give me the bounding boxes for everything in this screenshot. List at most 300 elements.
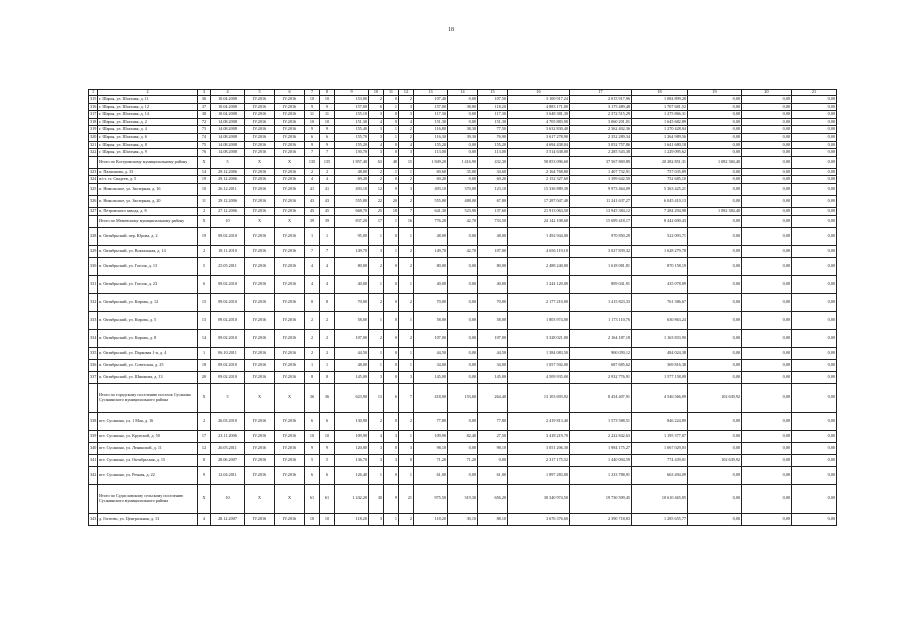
address-cell: п. Петровского завода, д. 8 [98,207,198,215]
table-cell: 3 060 201,01 [570,118,632,126]
table-cell: 0,00 [742,133,792,141]
table-cell: 0,00 [688,311,742,329]
table-cell: 0,00 [792,96,837,104]
address-cell: п. Октябрьский, пер. Юрова, д. 2 [98,227,198,245]
table-cell: 80,00 [414,257,448,275]
table-cell: 15 [399,156,414,168]
table-cell: 7 [305,245,320,257]
table-cell: 107,40 [414,96,448,104]
table-cell: 369 816,38 [632,359,688,371]
table-cell: 1 849,20 [414,156,448,168]
table-cell: 0 [384,275,399,293]
table-row [89,118,837,126]
table-cell: 61 [320,484,335,513]
table-cell: IV.2016 [245,466,275,484]
table-cell: 0,00 [742,442,792,454]
table-cell: 0,00 [688,442,742,454]
table-cell: 1 285 655,77 [632,513,688,525]
table-cell: 0,00 [448,227,478,245]
table-cell: IV.2016 [275,329,305,347]
table-cell: 0,00 [448,293,478,311]
table-cell: 1 384 083,50 [508,347,570,359]
table-cell: 9 [320,141,335,149]
table-cell: 757 035,89 [632,168,688,176]
table-cell: 1 [399,347,414,359]
column-number: 21 [792,90,837,96]
table-cell: IV.2016 [245,111,275,119]
table-cell: 0,00 [688,96,742,104]
table-cell: 30 [369,484,384,513]
table-row [89,442,837,454]
table-cell: 06.10.2011 [211,347,245,359]
table-cell: 4 546 566,09 [632,383,688,412]
table-cell: 809 041,91 [570,275,632,293]
table-cell: 0 [384,227,399,245]
table-cell [89,383,98,412]
table-cell: 17 [198,430,211,442]
table-cell: 6 [198,275,211,293]
table-cell: 0 [384,412,399,430]
table-cell: 40,00 [414,275,448,293]
table-cell: 1 244 120,00 [508,275,570,293]
address-cell: п. Октябрьский, ул. Шишкова, д. 13 [98,371,198,383]
table-cell: 0,00 [448,442,478,454]
table-cell: IV.2016 [245,141,275,149]
table-cell: 0,00 [792,111,837,119]
table-cell: 151,30 [414,118,448,126]
table-cell: 0,00 [742,454,792,466]
table-row [89,215,837,227]
address-cell: п. Октябрьский, ул. Кирова, д. 5 [98,311,198,329]
table-cell: 09.02.2010 [211,359,245,371]
address-cell: г. Шарья, ул. Шахтная, д. 6 [98,133,198,141]
table-cell: 41 [320,183,335,195]
table-cell: 493,10 [335,183,369,195]
table-cell: 151,30 [335,118,369,126]
table-cell: 4 [305,257,320,275]
table-cell: 0,00 [792,329,837,347]
table-cell: 145,00 [478,371,508,383]
table-cell: 76,90 [478,133,508,141]
table-cell: 0,00 [742,412,792,430]
table-cell: 8 [198,454,211,466]
table-cell: 0,00 [688,484,742,513]
table-cell: IV.2016 [245,183,275,195]
table-cell: 0,00 [448,371,478,383]
table-cell: X [275,383,305,412]
table-cell: 555,80 [335,195,369,207]
address-cell: п. Октябрьский, ул. Кирова, д. 12 [98,293,198,311]
table-cell: 0,00 [742,466,792,484]
address-cell: пгт. Сусанино, ул. Ленинской, д. 11 [98,442,198,454]
table-cell: X [245,215,275,227]
table-cell: 2 [399,513,414,525]
table-cell: 09.02.2010 [211,311,245,329]
table-cell: 0,00 [688,359,742,371]
table-cell: 70,00 [478,293,508,311]
table-cell: 9 [305,141,320,149]
table-cell: 69,20 [414,176,448,184]
table-cell: 0,00 [792,466,837,484]
table-cell: 11 [305,111,320,119]
table-cell: 5 [320,454,335,466]
table-cell: IV.2016 [245,133,275,141]
table-cell: 153,00 [335,96,369,104]
table-cell: 0,00 [688,245,742,257]
table-cell: 18.11.2010 [211,245,245,257]
table-cell: 14 [198,168,211,176]
table-cell: 0 [384,111,399,119]
table-cell: 319 [89,126,98,134]
table-cell: 14.08.2008 [211,126,245,134]
table-cell: IV.2016 [275,183,305,195]
table-cell: 2 [320,168,335,176]
table-cell: 0,00 [792,227,837,245]
table-cell: 2 372 515,29 [570,111,632,119]
table-cell: 1 082 384,40 [688,156,742,168]
table-cell: 09.02.2010 [211,329,245,347]
table-row [89,103,837,111]
table-cell: 43 [305,195,320,207]
table-cell: 1 416,90 [448,156,478,168]
table-cell: 145,00 [335,371,369,383]
table-cell: 0,00 [792,195,837,207]
table-cell: 8 442 690,43 [632,215,688,227]
table-cell: 61 [305,484,320,513]
table-cell: 0,00 [688,149,742,157]
table-cell: 370,00 [448,183,478,195]
table-cell: 3 676 376,60 [508,513,570,525]
table-cell: 0,00 [688,329,742,347]
table-cell: IV.2016 [245,329,275,347]
table-cell: 24 142 108,60 [508,215,570,227]
table-cell: 20 282 851,31 [632,156,688,168]
table-cell: 98,10 [414,442,448,454]
table-cell: X [245,156,275,168]
table-cell: 9 973 464,09 [570,183,632,195]
table-cell: IV.2016 [245,176,275,184]
table-cell: 1 407 732,91 [570,168,632,176]
table-cell: 8 [305,293,320,311]
table-cell: 09.02.2010 [211,227,245,245]
column-number: 8 [320,90,335,96]
table-cell: 2 [399,126,414,134]
table-cell: 63 [369,156,384,168]
table-cell: IV.2016 [245,195,275,207]
table-cell: 331 [89,275,98,293]
table-cell: 1 [399,227,414,245]
column-number: 16 [508,90,570,96]
table-cell: 5 363 425,21 [632,183,688,195]
table-cell: 1 270 428,04 [632,126,688,134]
table-cell: 326 [89,195,98,207]
table-cell: IV.2016 [245,442,275,454]
table-cell: 1 [369,311,384,329]
table-cell: 3 052 757,86 [570,141,632,149]
table-cell: 3 [369,371,384,383]
table-cell: 0,00 [742,168,792,176]
table-cell: 1 [384,168,399,176]
table-cell: 1 084 899,28 [632,96,688,104]
table-cell: 687 685,62 [570,359,632,371]
table-cell: 8 [305,371,320,383]
table-cell: 0,00 [742,141,792,149]
table-cell: 48,00 [414,227,448,245]
table-row [89,176,837,184]
table-cell: 34,00 [414,359,448,371]
table-cell: 6 [320,133,335,141]
address-cell: п. Никольское, ул. Заозерная, д. 16 [98,183,198,195]
table-cell: 10 [198,183,211,195]
table-cell: 9 [305,103,320,111]
table-cell: IV.2016 [275,293,305,311]
table-cell: 1 897 283,00 [508,466,570,484]
table-cell: 0,00 [742,126,792,134]
table-cell: 7 [399,207,414,215]
table-cell: 1 492 944,00 [508,227,570,245]
table-cell: 113,00 [414,149,448,157]
table-cell: 43 [320,195,335,207]
table-cell: 71,20 [448,454,478,466]
table-cell: 9 [198,466,211,484]
table-cell: 113,00 [478,149,508,157]
table-cell: 39 [305,215,320,227]
address-cell: Итого по Судиславскому сельскому поселению Сусанинского муниципального района [98,484,198,513]
table-cell: 9 [320,126,335,134]
table-cell: 9 [320,103,335,111]
table-cell: 10 [305,118,320,126]
table-cell: 0,00 [688,126,742,134]
table-cell: X [275,156,305,168]
table-cell: 0,00 [792,149,837,157]
table-cell: 2 [320,311,335,329]
table-cell: 335 [89,347,98,359]
column-number: 1 [89,90,98,96]
table-cell: 0,00 [448,347,478,359]
table-cell: 10.04.2008 [211,96,245,104]
table-cell: 0,00 [688,513,742,525]
table-cell: 0,00 [792,183,837,195]
table-cell: 0,00 [792,103,837,111]
table-cell: 774 439,01 [632,454,688,466]
table-cell: 837,20 [335,215,369,227]
table-cell: 316 [89,103,98,111]
table-cell: 0,00 [742,207,792,215]
address-cell: г. Шарья, ул. Шахтная, д. 2 [98,118,198,126]
table-cell: IV.2016 [275,141,305,149]
table-cell: 20 [198,371,211,383]
table-cell: 21 913 063,50 [508,207,570,215]
table-cell: 1 275 866,31 [632,111,688,119]
table-cell: 0,00 [742,103,792,111]
table-cell: 135 [320,156,335,168]
table-cell: 1 [384,513,399,525]
address-cell: пгт. Сусанино, ул. Речная, д. 22 [98,466,198,484]
table-cell: 0,00 [742,156,792,168]
table-cell: 14.08.2008 [211,118,245,126]
table-cell: 0,00 [742,359,792,371]
table-cell: IV.2016 [245,371,275,383]
table-cell: 0,00 [688,347,742,359]
table-cell: 10 [305,513,320,525]
table-cell: 145,00 [414,371,448,383]
table-cell: 324 [89,176,98,184]
table-cell: 48 [384,156,399,168]
table-cell: 6 [305,412,320,430]
address-cell: пгт. Сусанино, ул. Октябрьская, д. 15 [98,454,198,466]
table-cell: 0,00 [448,311,478,329]
table-cell: 3 328 021,00 [508,329,570,347]
table-cell: 61,00 [414,466,448,484]
table-cell: 1 242,20 [335,484,369,513]
table-cell: 846 224,89 [632,412,688,430]
table-cell: 44,50 [335,347,369,359]
table-cell: 0,00 [792,442,837,454]
table-cell: 40,00 [478,275,508,293]
address-cell: п. Октябрьский, ул. Кирова, д. 8 [98,329,198,347]
table-cell: 0,00 [742,245,792,257]
table-cell: IV.2016 [275,103,305,111]
address-cell: п. Октябрьский, ул. Гоголя, д. 23 [98,275,198,293]
table-cell: 40,00 [335,275,369,293]
table-cell: IV.2016 [275,454,305,466]
table-cell: 435 078,09 [632,275,688,293]
table-cell: 1 440 094,59 [570,454,632,466]
table-cell: 28.06.2007 [211,454,245,466]
table-cell: 334 [89,329,98,347]
table-cell: 80,00 [335,257,369,275]
table-cell: IV.2016 [245,359,275,371]
table-cell: IV.2016 [275,227,305,245]
table-cell: IV.2016 [275,513,305,525]
table-cell: 432,30 [478,156,508,168]
table-cell: 149,70 [335,245,369,257]
table-row [89,430,837,442]
table-cell: 4 509 935,00 [508,371,570,383]
address-cell: г. Шарья, ул. Шахтная, д. 11 [98,96,198,104]
table-cell: 1 [320,227,335,245]
table-cell: 9 [320,442,335,454]
table-row [89,111,837,119]
table-cell: 14.08.2008 [211,133,245,141]
table-cell: 0,00 [792,383,837,412]
table-cell: 0,00 [792,156,837,168]
column-number: 18 [632,90,688,96]
table-cell: 1 [198,347,211,359]
table-cell: 5 [198,257,211,275]
column-number: 4 [211,90,245,96]
table-cell: 0,00 [688,430,742,442]
column-number: 3 [198,90,211,96]
table-cell: 0,00 [688,293,742,311]
address-cell: Итого по Межевскому муниципальному району [98,215,198,227]
table-cell: 6 [305,133,320,141]
table-cell: 3 [369,245,384,257]
table-cell: 9 [305,126,320,134]
table-cell: 1 [399,311,414,329]
table-cell: IV.2016 [245,430,275,442]
table-cell: 29.12.2006 [211,176,245,184]
table-cell: 1 [305,359,320,371]
table-cell: 3 100 917,24 [508,96,570,104]
table-cell [89,156,98,168]
address-cell: д. Гоптово, ул. Центральная, д. 13 [98,513,198,525]
table-cell: IV.2016 [275,275,305,293]
table-cell: IV.2016 [275,359,305,371]
table-cell: 317 [89,111,98,119]
table-cell: 0,00 [792,126,837,134]
table-cell: 09.02.2010 [211,293,245,311]
table-cell: IV.2016 [275,442,305,454]
table-cell: 1 [399,359,414,371]
table-cell: 3 [369,111,384,119]
table-row [89,133,837,141]
table-cell: 2 285 543,38 [570,149,632,157]
table-cell: 7 [320,149,335,157]
table-cell: 1 [305,227,320,245]
table-cell: 2 [369,293,384,311]
table-cell: 0,00 [742,96,792,104]
address-cell: Итого по городскому поселению поселок Сусанино Сусанинского муниципального района [98,383,198,412]
table-cell: 0,00 [742,430,792,442]
table-cell: 0,00 [688,227,742,245]
table-cell: 44,50 [478,347,508,359]
table-cell: 116,80 [414,126,448,134]
table-cell: IV.2016 [245,347,275,359]
table-cell: 58,00 [414,311,448,329]
table-cell: 2 [305,168,320,176]
table-cell: 155,10 [335,111,369,119]
table-cell: 555,80 [414,195,448,207]
table-cell: 3 051 206,30 [508,442,570,454]
table-cell: 0 [384,96,399,104]
table-cell: 264,40 [478,383,508,412]
table-cell: 155,20 [478,141,508,149]
table-cell: IV.2016 [245,293,275,311]
table-cell: 09.02.2010 [211,371,245,383]
table-cell: 17 [369,215,384,227]
table-cell: 0 [384,141,399,149]
table-cell: 0,00 [448,96,478,104]
table-cell: 1 [369,227,384,245]
table-cell: IV.2016 [245,96,275,104]
table-cell: 69,60 [414,168,448,176]
table-cell: 1 264 989,56 [632,133,688,141]
table-cell: 1 233 788,91 [570,466,632,484]
table-cell: 58,00 [335,311,369,329]
table-cell: 58,00 [478,311,508,329]
table-cell: X [275,215,305,227]
table-row [89,227,837,245]
table-cell: 0,00 [688,111,742,119]
table-cell: 0,00 [448,176,478,184]
table-cell: 48,00 [335,359,369,371]
table-cell: 0,00 [478,454,508,466]
table-cell: 155,40 [335,126,369,134]
table-cell: 320 [89,133,98,141]
table-cell: 0 [384,347,399,359]
table-cell: 0,00 [448,412,478,430]
table-cell: 493,10 [414,183,448,195]
table-cell: X [245,484,275,513]
table-cell: 0 [399,454,414,466]
table-cell: 3 [399,371,414,383]
table-cell: 0,00 [792,118,837,126]
table-cell: 337 [89,371,98,383]
table-cell: 6 [320,466,335,484]
table-cell: 137,60 [478,207,508,215]
table-cell: 6 045 410,13 [632,195,688,207]
